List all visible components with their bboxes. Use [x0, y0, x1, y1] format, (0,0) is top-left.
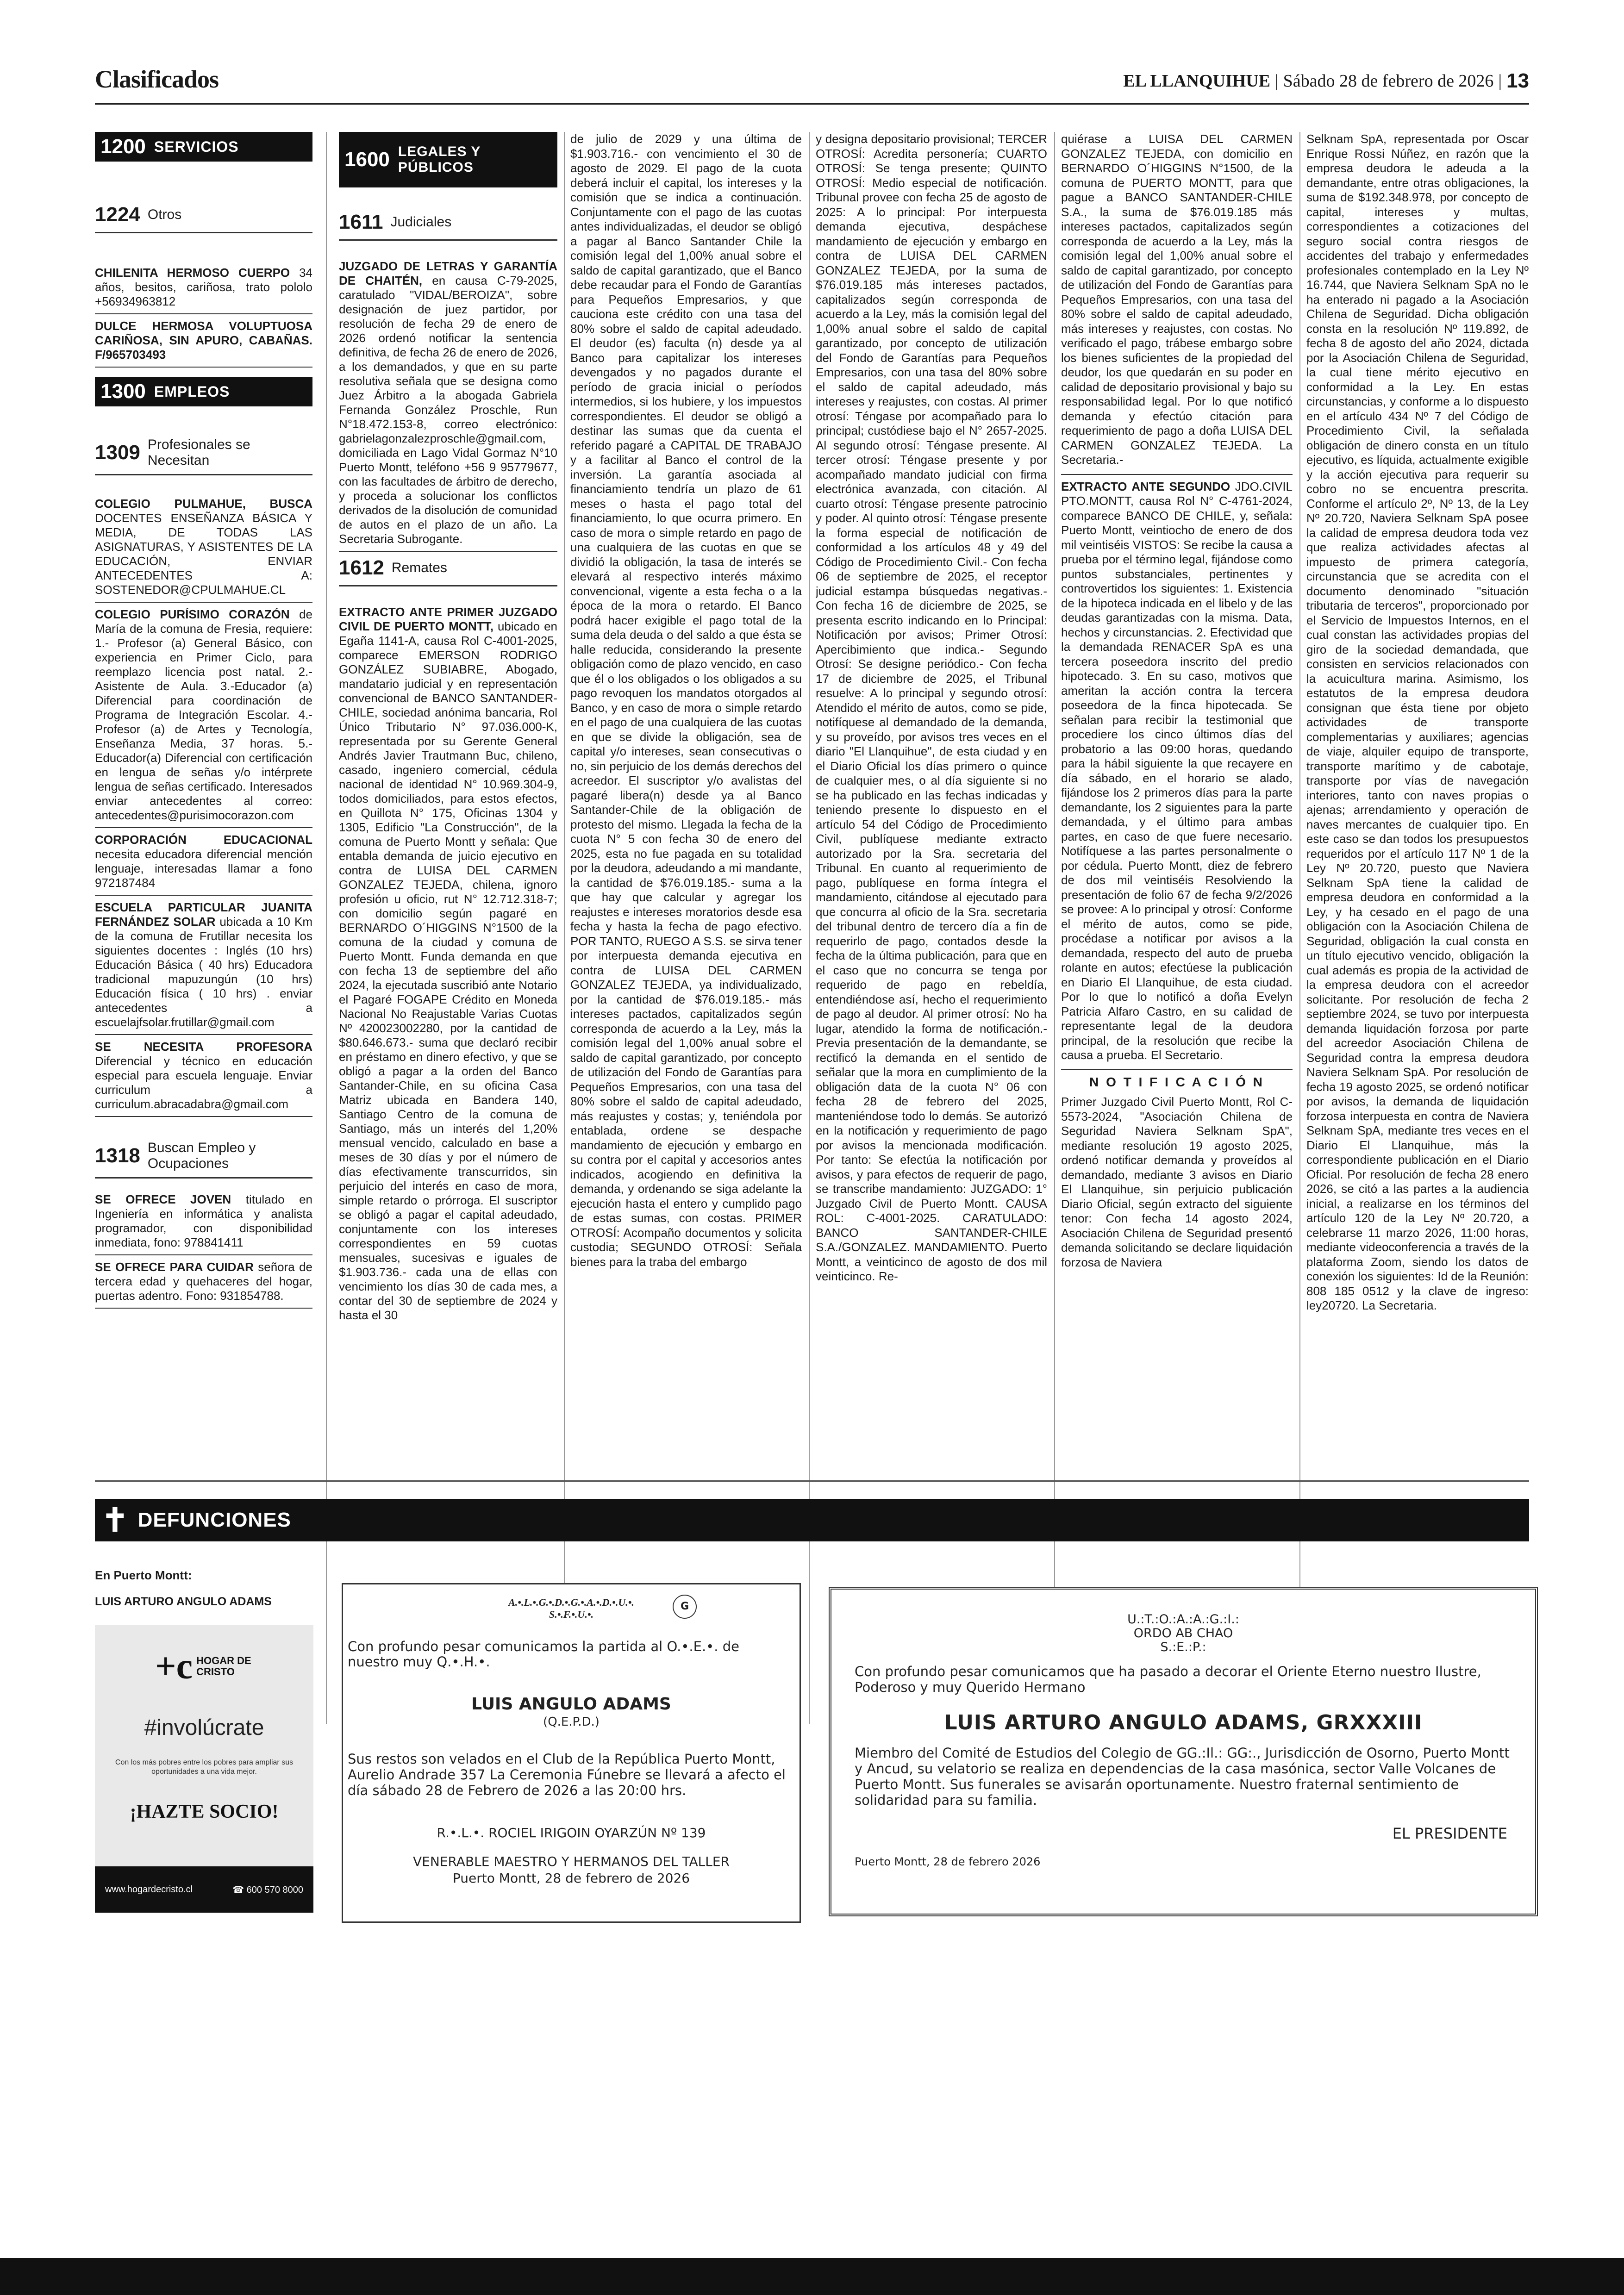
section-label: DEFUNCIONES — [137, 1509, 291, 1531]
cross-icon: ✝ — [101, 1502, 129, 1538]
category-number: 1200 — [100, 135, 146, 158]
page-bottom-bar — [0, 2258, 1624, 2295]
ad-body: Diferencial y técnico en educación especial para escuela lenguaje. Enviar curriculum a curriculum.abracadabra@gmail.com — [95, 1054, 312, 1111]
legal-notice — [1061, 474, 1293, 1063]
subcategory-number: 1224 — [95, 203, 140, 226]
phone-icon: ☎ — [232, 1884, 247, 1895]
heading-line: S.•.F.•.U.•. — [549, 1609, 594, 1620]
notice-date: Puerto Montt, 28 de febrero de 2026 — [452, 1871, 690, 1886]
ad-body: señora de tercera edad y quehaceres del hogar, puertas adentro. Fono: 931854788. — [95, 1260, 312, 1303]
notice-name: LUIS ANGULO ADAMS — [471, 1695, 671, 1714]
subcategory-header-profesionales — [95, 432, 312, 475]
header-rule — [95, 103, 1529, 105]
category-label: SERVICIOS — [154, 138, 239, 155]
notice-text: Miembro del Comité de Estudios del Colegio de GG.:Il.: GG:., Jurisdicción de Osorno, Puerto Montt y Ancud, su velatorio se realiza en dependencias de la casa masónica, sector Valle Volcanes de Puerto Montt. Sus funerales se avisarán oportunamente. Nuestro fraternal sentimiento de solidaridad para su familia. — [855, 1745, 1510, 1808]
notice-text: Sus restos son velados en el Club de la República Puerto Montt, Aurelio Andrade 357 La Ceremonia Fúnebre se llevará a afecto el día sábado 28 de Febrero de 2026 a las 20:00 hrs. — [348, 1751, 786, 1798]
heading-line: S.:E.:P.: — [1160, 1640, 1206, 1654]
logo-text: HOGAR DE CRISTO — [196, 1655, 251, 1678]
legal-text: y designa depositario provisional; TERCER OTROSÍ: Acredita personería; CUARTO OTROSÍ: Se tenga presente; QUINTO OTROSÍ: Medio especial de notificación. Tribunal provee con fecha 25 de agosto de 2025: A lo principal: Por interpuesta demanda ejecutiva, despáchese mandamiento de ejecución y embargo en contra de LUISA DEL CARMEN GONZALEZ TEJEDA, por la suma de $76.019.185 más intereses pactados, capitalizados según corresponda de acuerdo a la Ley, más la comisión legal del 1,00% anual sobre el saldo de capital garantizado, por concepto de utilización del Fondo de Garantías para Pequeños Empresarios, con una tasa del 80% sobre el saldo de capital adeudado, más intereses y reajustes, con costas. Al primer otrosí: Téngase por acompañado para lo principal; custódiese bajo el N° 2657-2025. Al segundo otrosí: Téngase presente. Al tercer otrosí: Téngase presente y por acompañado mandato judicial con firma electrónica avanzada, con citación. Al cuarto otrosí: Téngase presente patrocinio y poder. Al quinto otrosí: Téngase presente la forma especial de notificación de conformidad a los artículos 48 y 49 del Código de Procedimiento Civil.- Con fecha 06 de septiembre de 2025, el receptor judicial estampa búsquedas negativas.- Con fecha 16 de diciembre de 2025, se presenta escrito indicando en lo Principal: Notificación por avisos; Primer Otrosí: Apercibimiento que indica.- Segundo Otrosí: Se designe periódico.- Con fecha 17 de diciembre de 2025, el Tribunal resuelve: A lo principal y segundo otrosí: Atendido el mérito de autos, como se pide, notifíquese al demandado de la demanda, y su proveído, por avisos tres veces en el diario "El Llanquihue", de esta ciudad y en el Diario Oficial los días primero o quince de cualquier mes, o al día siguiente si no se ha publicado en las fechas indicadas y teniendo presente lo dispuesto en el artículo 54 del Código de Procedimiento Civil, publíquese mediante extracto autorizado por la Sra. secretaria del Tribunal. En cuanto al requerimiento de pago, publíquese en forma íntegra el mandamiento, citándose al ejecutado para que concurra al oficio de la Sra. secretaria del tribunal dentro de tercero día a fin de requerirlo de pago, contados desde la fecha de la última publicación, para que en el caso que no concurra se tenga por requerido de pago en rebeldía, entendiéndose así, hecho el requerimiento de pago al deudor. Al primer otrosí: No ha lugar, atendido la forma de notificación.- Previa presentación de la demandante, se rectificó la demanda en el sentido de señalar que la mora en cumplimiento de la obligación data de la cuota N° 06 con fecha 28 de febrero del 2025, manteniéndose todo lo demás. Se autorizó en la notificación y requerimiento de pago por avisos la mencionada modificación. Por tanto: Se efectúa la notificación por avisos, y para efectos de requerir de pago, se transcribe mandamiento: JUZGADO: 1° Juzgado Civil de Puerto Montt. CAUSA ROL: C-4001-2025. CARATULADO: BANCO SANTANDER-CHILE S.A./GONZALEZ. MANDAMIENTO. Puerto Montt, a veinticinco de agosto de dos mil veinticinco. Re- — [816, 132, 1047, 1283]
ad-body: necesita educadora diferencial mención lenguaje, interesadas llamar a fono 972187484 — [95, 847, 312, 890]
category-label: LEGALES Y PÚBLICOS — [398, 144, 481, 175]
subcategory-header-buscan-empleo — [95, 1135, 312, 1179]
hogar-de-cristo-ad — [95, 1625, 313, 1913]
subcategory-number: 1318 — [95, 1144, 140, 1167]
ad-headline: COLEGIO PURÍSIMO CORAZÓN — [95, 607, 290, 621]
subcategory-label: Profesionales se Necesitan — [147, 437, 250, 468]
ad-body: JDO.CIVIL PTO.MONTT, causa Rol N° C-4761-2024, comparece BANCO DE CHILE, y, señala: Puerto Montt, veintiocho de enero de dos mil veintiséis VISTOS: Se recibe la causa a prueba por el término legal, fijándose como puntos substanciales, pertinentes y controvertidos los siguientes: 1. Existencia de la hipoteca indicada en el libelo y de las deudas garantizadas con la misma. Data, hechos y circunstancias. 2. Efectividad que la demandada RENACER SpA es una tercera poseedora inscrito del predio hipotecado. 3. En su caso, motivos que ameritan la acción contra la tercera poseedora de la finca hipotecada. Se señalan para recibir la testimonial que procediere los cinco últimos días del probatorio a las 09:00 horas, quedando para la hábil siguiente la que recayere en día sábado, en el horario se alado, fijándose los 2 primeros días para la parte demandante, los 2 siguientes para la parte demandada, y el último para ambas partes, en caso de que fuere necesario. Notifíquese a las partes personalmente o por cédula. Puerto Montt, diez de febrero de dos mil veintiséis Resolviendo la presentación de folio 67 de fecha 9/2/2026 se provee: A lo principal y otrosí: Conforme el mérito de autos, como se pide, procédase a notificar por avisos a la demandada, respecto del auto de prueba rolante en autos; efectúese la publicación en Diario El Llanquihue, de esta ciudad. Por lo que lo notificó a doña Evelyn Patricia Alfaro Castro, en su calidad de representante legal de la deudora principal, de la resolución que recibe la causa a prueba. El Secretario. — [1061, 479, 1293, 1062]
column-rule — [564, 132, 565, 1724]
category-label: EMPLEOS — [154, 383, 230, 400]
notice-date: Puerto Montt, 28 de febrero 2026 — [855, 1855, 1041, 1868]
subcategory-number: 1309 — [95, 441, 140, 464]
subcategory-header-otros — [95, 199, 312, 233]
legal-notice — [339, 600, 557, 1327]
ad-headline: DULCE HERMOSA VOLUPTUOSA CARIÑOSA, SIN APURO, CABAÑAS. F/965703493 — [95, 319, 312, 362]
ad-body: 34 años, besitos, cariñosa, trato pololo +56934963812 — [95, 266, 312, 308]
subcategory-label: Remates — [391, 560, 447, 575]
hashtag: #involúcrate — [144, 1715, 264, 1740]
legal-notice — [339, 255, 557, 552]
ad-url: www.hogardecristo.cl — [105, 1884, 193, 1895]
subcategory-label: Buscan Empleo y Ocupaciones — [147, 1140, 256, 1171]
ad-headline: CHILENITA HERMOSO CUERPO — [95, 266, 290, 280]
subcategory-number: 1612 — [339, 556, 384, 579]
column-3 — [570, 132, 802, 1724]
deceased-name: LUIS ARTURO ANGULO ADAMS — [95, 1595, 272, 1608]
hogar-logo-icon: +c — [155, 1646, 193, 1687]
publication-date: Sábado 28 de febrero de 2026 — [1283, 71, 1494, 91]
category-bar-legales — [339, 132, 557, 187]
phone-contact — [232, 1884, 303, 1896]
phone-number: 600 570 8000 — [246, 1884, 303, 1895]
column-rule — [326, 132, 327, 1724]
notice-body: Primer Juzgado Civil Puerto Montt, Rol C-5573-2024, "Asociación Chilena de Seguridad Naviera Selknam SpA", mediante resolución 19 agosto 2025, ordenó notificar demanda y proveídos al demandado, mediante 3 avisos en Diario El Llanquihue, sin perjuicio publicación Diario Oficial, según extracto del siguiente tenor: Con fecha 14 agosto 2024, Asociación Chilena de Seguridad presentó demanda solicitando se declare liquidación forzosa de Naviera — [1061, 1095, 1293, 1269]
ad-headline: CORPORACIÓN EDUCACIONAL — [95, 833, 312, 847]
classified-ad — [95, 828, 312, 896]
ad-headline: EXTRACTO ANTE SEGUNDO — [1061, 479, 1230, 493]
notice-signature: EL PRESIDENTE — [1392, 1825, 1507, 1842]
cta-text: ¡HAZTE SOCIO! — [130, 1801, 279, 1822]
category-number: 1600 — [344, 148, 390, 171]
legal-text: Selknam SpA, representada por Oscar Enrique Rossi Núñez, en razón que la empresa deudora le adeuda a la demandante, entre otras obligaciones, la suma de $192.348.978, por concepto de capital, intereses y multas, correspondientes a cotizaciones del seguro social contra riesgos de accidentes del trabajo y enfermedades profesionales contemplado en la Ley Nº 16.744, que Naviera Selknam SpA no le ha enterado ni pagado a la Asociación Chilena de Seguridad. Dicha obligación consta en la resolución Nº 119.892, de fecha 8 de agosto del año 2024, dictada por la Asociación Chilena de Seguridad, la cual tiene mérito ejecutivo en conformidad a la Ley. En estas circunstancias, y conforme a lo dispuesto en el artículo 434 Nº 7 del Código de Procedimiento Civil, la señalada obligación de dinero consta en un título ejecutivo, es líquida, actualmente exigible y la acción ejecutiva para requerir su cobro no se encuentra prescrita. Conforme el artículo 2º, Nº 13, de la Ley Nº 20.720, Naviera Selknam SpA posee la calidad de empresa deudora toda vez que realiza actividades afectas al impuesto de primera categoría, circunstancia que se acredita con el documento denominado "situación tributaria de terceros", proporcionado por el Servicio de Impuestos Internos, en el cual constan las actividades propias del giro de la sociedad demandada, que consisten en servicios relacionados con la acuicultura marina. Asimismo, los estatutos de la empresa deudora consignan que ésta tiene por objeto actividades de transporte complementarias y auxiliares; agencias de viaje, alquiler equipo de transporte, transporte marítimo y de cabotaje, transporte por vías de navegación interiores, tanto con naves propias o ajenas; arrendamiento y operación de naves mercantes de cualquier tipo. En este caso se dan todos los presupuestos requeridos por el artículo 117 Nº 1 de la Ley Nº 20.720, puesto que Naviera Selknam SpA tiene la calidad de empresa deudora en conformidad a la Ley, y ha cesado en el pago de una obligación con la Asociación Chilena de Seguridad, obligación la cual consta en un título ejecutivo vencido, obligación la cual además es propia de la actividad de la empresa deudora con el acreedor solicitante. Por resolución de fecha 2 septiembre 2024, se tuvo por interpuesta demanda liquidación forzosa por parte del acreedor Asociación Chilena de Seguridad contra la empresa deudora Naviera Selknam SpA. Por resolución de fecha 19 agosto 2025, se ordenó notificar por avisos, la demanda de liquidación forzosa interpuesta en contra de Naviera Selknam SpA, mediante tres veces en el Diario El Llanquihue, más la correspondiente publicación en el Diario Oficial. Por resolución de fecha 28 enero 2026, se citó a las partes a la audiencia inicial, a realizarse en los términos del artículo 120 de la Ley Nº 20.720, a celebrarse 11 marzo 2026, 11:00 horas, mediante videoconferencia a través de la plataforma Zoom, siendo los datos de conexión los siguientes: Id de la Reunión: 808 185 0512 y la clave de ingreso: ley20720. La Secretaria. — [1306, 132, 1529, 1312]
ad-headline: COLEGIO PULMAHUE, BUSCA — [95, 497, 312, 511]
ad-headline: ESCUELA PARTICULAR JUANITA FERNÁNDEZ SOLAR — [95, 900, 312, 929]
defunciones-bar — [95, 1499, 1529, 1541]
heading-line: ORDO AB CHAO — [1133, 1626, 1233, 1640]
column-5 — [1061, 132, 1293, 1724]
classified-ad — [95, 492, 312, 603]
legal-text: de julio de 2029 y una última de $1.903.716.- con vencimiento el 30 de agosto de 2029. El pago de la cuota deberá incluir el capital, los intereses y la comisión que se indica a continuación. Conjuntamente con el pago de las cuotas antes individualizadas, el deudor se obligó a pagar al Banco Santander Chile la comisión legal del 1,00% anual sobre el saldo de capital garantizado, que el Banco debe recaudar para el Fondo de Garantías para Pequeños Empresarios, y que cauciona este crédito con una tasa del 80% sobre el saldo de capital adeudado. El deudor (es) faculta (n) desde ya al Banco para capitalizar los intereses devengados y no pagados durante el período de gracia inicial o períodos intermedios, si los hubiere, y los impuestos correspondientes. El deudor se obligó a destinar las sumas que da cuenta el referido pagaré a CAPITAL DE TRABAJO y a facilitar al Banco el control de la inversión. La garantía asociada al financiamiento tendría un plazo de 61 meses o hasta el pago total del financiamiento, lo que ocurra primero. En caso de mora o simple retardo en pago de una cualquiera de las cuotas en que se dividió la obligación, la tasa de interés se elevará al respectivo interés máximo convencional, vigente a esta fecha o a la época de la mora o retardo. El Banco podrá hacer exigible el pago total de la suma dela deuda o del saldo a que ésta se halle reducida, considerando la presente obligación como de plazo vencido, en caso que él o los obligados o los obligados a su pago revoquen los mandatos otorgados al Banco, y en caso de mora o simple retardo en el pago de una cualquiera de las cuotas en que se divide la obligación, sea de capital y/o intereses, sean consecutivas o no, sin perjuicio de los demás derechos del acreedor. El suscriptor y/o avalistas del pagaré libera(n) desde ya al Banco Santander-Chile de la obligación de protesto del mismo. Llegada la fecha de la cuota N° 5 con fecha 30 de enero del 2025, esta no fue pagada en su totalidad por la deudora, adeudando a mi mandante, la cantidad de $76.019.185.- suma a la que hay que calcular y agregar los reajustes e intereses moratorios desde esa fecha y hasta la fecha de pago efectivo. POR TANTO, RUEGO A S.S. se sirva tener por interpuesta demanda ejecutiva en contra de LUISA DEL CARMEN GONZALEZ TEJEDA, ya individualizado, por la cantidad de $76.019.185.- más intereses pactados, capitalizados según corresponda de acuerdo a la Ley, más la comisión legal del 1,00% anual sobre el saldo de capital garantizado, por concepto de utilización del Fondo de Garantías para Pequeños Empresarios, con una tasa del 80% sobre el saldo de capital adeudado, más reajustes y costas; y, teniéndola por entablada, ordene se despache mandamiento de ejecución y embargo en su contra por el capital y accesorios antes indicados, acogiendo en definitiva la demanda, y ordenando se siga adelante la ejecución hasta el entero y cumplido pago de estas sumas, con costas. PRIMER OTROSÍ: Acompaño documentos y solicita custodia; SEGUNDO OTROSÍ: Señala bienes para la traba del embargo — [570, 132, 802, 1269]
obituary-notice-1 — [342, 1583, 801, 1923]
subcategory-header-remates — [339, 552, 557, 586]
hogar-logo — [155, 1639, 252, 1694]
column-1 — [95, 132, 312, 1724]
classified-ad — [95, 896, 312, 1035]
ad-body: ubicado en Egaña 1141-A, causa Rol C-4001-2025, comparece EMERSON RODRIGO GONZÁLEZ SUBIABRE, Abogado, mandatario judicial y en representación convencional de BANCO SANTANDER-CHILE, sociedad anónima bancaria, Rol Único Tributario N° 97.036.000-K, representada por su Gerente General Andrés Javier Trautmann Buc, chileno, casado, ingeniero comercial, cédula nacional de identidad N° 10.969.304-9, todos domiciliados, para estos efectos, en Quillota N° 175, Oficinas 1304 y 1305, Edificio "La Construcción", de la comuna de Puerto Montt y señala: Que entabla demanda de juicio ejecutivo en contra de LUISA DEL CARMEN GONZALEZ TEJEDA, chilena, ignoro profesión u oficio, rut N° 12.712.318-7; con domicilio según pagaré en BERNARDO O´HIGGINS N°1500 de la comuna de la ciudad y comuna de Puerto Montt. Funda demanda en que con fecha 13 de septiembre del año 2024, la ejecutada suscribió ante Notario el Pagaré FOGAPE Crédito en Moneda Nacional No Reajustable Varias Cuotas Nº 420023002280, por la cantidad de $80.646.673.- suma que declaró recibir en préstamo en dinero efectivo, y que se obligó a pagar a la orden del Banco Santander-Chile, en su oficina Casa Matriz ubicada en Bandera 140, Santiago Centro de la comuna de Santiago, más un interés del 1,20% mensual vencido, calculado en base a meses de 30 días y por el número de días efectivamente transcurridos, sin perjuicio del interés en caso de mora, simple retardo o prórroga. El suscriptor se obligó a pagar el capital adeudado, conjuntamente con los intereses correspondientes en 59 cuotas mensuales, sucesivas e iguales de $1.903.736.- cada una de ellas con vencimiento los días 30 de cada mes, a contar del 30 de septiembre de 2024 y hasta el 30 — [339, 619, 557, 1322]
section-title: Clasificados — [95, 65, 219, 93]
ad-body: DOCENTES ENSEÑANZA BÁSICA Y MEDIA, DE TODAS LAS ASIGNATURAS, Y ASISTENTES DE LA EDUCACIÓN, ENVIAR ANTECEDENTES A: SOSTENEDOR@CPULMAHUE.CL — [95, 511, 312, 597]
ad-headline: JUZGADO DE LETRAS Y GARANTÍA DE CHAITÉN, — [339, 259, 557, 287]
legal-notice — [1061, 1069, 1293, 1270]
column-rule — [809, 132, 810, 1724]
classified-ad — [95, 261, 312, 314]
notice-text: Con profundo pesar comunicamos la partida al O.•.E.•. de nuestro muy Q.•.H.•. — [348, 1639, 739, 1670]
column-rule — [1299, 132, 1300, 1724]
classified-ad — [95, 1035, 312, 1117]
separator: | — [1498, 71, 1502, 91]
ad-tagline: Con los más pobres entre los pobres para ampliar sus oportunidades a una vida mejor. — [115, 1759, 294, 1776]
classified-ad — [95, 1255, 312, 1309]
subcategory-number: 1611 — [339, 211, 383, 233]
notice-heading — [831, 1613, 1535, 1654]
ad-headline: SE OFRECE JOVEN — [95, 1192, 231, 1206]
subcategory-header-judiciales — [339, 206, 557, 241]
category-bar-empleos — [95, 377, 312, 406]
column-2 — [339, 132, 557, 1724]
category-number: 1300 — [100, 380, 146, 403]
ad-headline: EXTRACTO ANTE PRIMER JUZGADO CIVIL DE PUERTO MONTT, — [339, 605, 557, 633]
subcategory-label: Otros — [147, 207, 182, 222]
column-4 — [816, 132, 1047, 1724]
notice-name: LUIS ARTURO ANGULO ADAMS, GRXXXIII — [944, 1711, 1423, 1734]
masthead — [1123, 69, 1529, 93]
ad-body: ubicada a 10 Km de la comuna de Frutillar necesita los siguientes docentes : Inglés (10 hrs) Educación Básica ( 40 hrs) Educadora tradicional mapuzungún (10 hrs) Educación física ( 10 hrs) . enviar antecedentes a escuelajfsolar.frutillar@gmail.com — [95, 915, 312, 1029]
notice-signature: R.•.L.•. ROCIEL IRIGOIN OYARZÚN Nº 139 — [437, 1825, 706, 1840]
ad-footer — [95, 1866, 313, 1913]
lodge-emblem-icon: G — [673, 1595, 697, 1619]
classified-ad — [95, 314, 312, 368]
notice-qepd: (Q.E.P.D.) — [543, 1715, 600, 1729]
separator: | — [1275, 71, 1279, 91]
column-rule — [1054, 132, 1055, 1724]
ad-body: en causa C-79-2025, caratulado "VIDAL/BEROIZA", sobre designación de juez partidor, por resolución de fecha 29 de enero de 2026 ordenó notificar la sentencia definitiva, de fecha 26 de enero de 2026, a los demandados, y que en su parte resolutiva señala que se designa como Juez Árbitro a la abogada Gabriela Fernanda González Proschle, Run N°18.472.153-8, correo electrónico: gabrielagonzalezproschle@gmail.com, domiciliada en Lago Vidal Gormaz N°10 Puerto Montt, teléfono +56 9 95779677, con las facultades de árbitro de derecho, y proceda a solucionar los conflictos derivados de la disolución de comunidad de autos en el plazo de un año. La Secretaria Subrogante. — [339, 274, 557, 546]
category-bar-servicios — [95, 132, 312, 162]
ad-body: titulado en Ingeniería en informática y analista programador, con disponibilidad inmediata, fono: 978841411 — [95, 1192, 312, 1249]
section-rule — [95, 1480, 1529, 1482]
notice-signature: VENERABLE MAESTRO Y HERMANOS DEL TALLER — [413, 1854, 730, 1869]
page-number: 13 — [1506, 69, 1529, 92]
ad-body: de María de la comuna de Fresia, requiere: 1.- Profesor (a) General Básico, con experiencia en Primer Ciclo, para reemplazo licencia post natal. 2.- Asistente de Aula. 3.-Educador (a) Diferencial para coordinación de Programa de Integración Escolar. 4.-Profesor (a) de Artes y Tecnología, Enseñanza Media, 37 horas. 5.- Educador(a) Diferencial con certificación en lengua de señas y/o intérprete lengua de señas certificado. Interesados enviar antecedentes al correo: antecedentes@purisimocorazon.com — [95, 607, 312, 822]
heading-line: U.:T.:O.:A.:A.:G.:I.: — [1127, 1612, 1239, 1627]
subcategory-label: Judiciales — [390, 214, 452, 230]
notice-text: Con profundo pesar comunicamos que ha pasado a decorar el Oriente Eterno nuestro Ilustre, Poderoso y muy Querido Hermano — [855, 1664, 1481, 1695]
publication-name: EL LLANQUIHUE — [1123, 71, 1271, 91]
obituary-notice-2 — [829, 1587, 1538, 1916]
classified-ad — [95, 603, 312, 828]
legal-text: quiérase a LUISA DEL CARMEN GONZALEZ TEJEDA, con domicilio en BERNARDO O´HIGGINS N°1500, de la comuna de PUERTO MONTT, para que pague a BANCO SANTANDER-CHILE S.A., la suma de $76.019.185 más intereses pactados, capitalizados según corresponda de acuerdo a la Ley, más la comisión legal del 1,00% anual sobre el saldo de capital garantizado, por concepto de utilización del Fondo de Garantías para Pequeños Empresarios, con una tasa del 80% sobre el saldo de capital adeudado, más intereses y reajustes, con costas. No verificado el pago, trábese embargo sobre los bienes suficientes de la propiedad del deudor, los que quedarán en su poder en calidad de depositario provisional y bajo su responsabilidad legal. Por lo que notificó demanda y efectúo citación para requerimiento de pago a doña LUISA DEL CARMEN GONZALEZ TEJEDA. La Secretaria.- — [1061, 132, 1293, 467]
notice-title: N O T I F I C A C I Ó N — [1089, 1074, 1264, 1089]
location-label: En Puerto Montt: — [95, 1568, 192, 1582]
heading-line: A.•.L.•.G.•.D.•.G.•.A.•.D.•.U.•. — [508, 1597, 634, 1608]
notice-heading — [343, 1597, 800, 1621]
column-6 — [1306, 132, 1529, 1724]
ad-headline: SE OFRECE PARA CUIDAR — [95, 1260, 254, 1274]
classified-ad — [95, 1188, 312, 1255]
ad-headline: SE NECESITA PROFESORA — [95, 1040, 312, 1054]
